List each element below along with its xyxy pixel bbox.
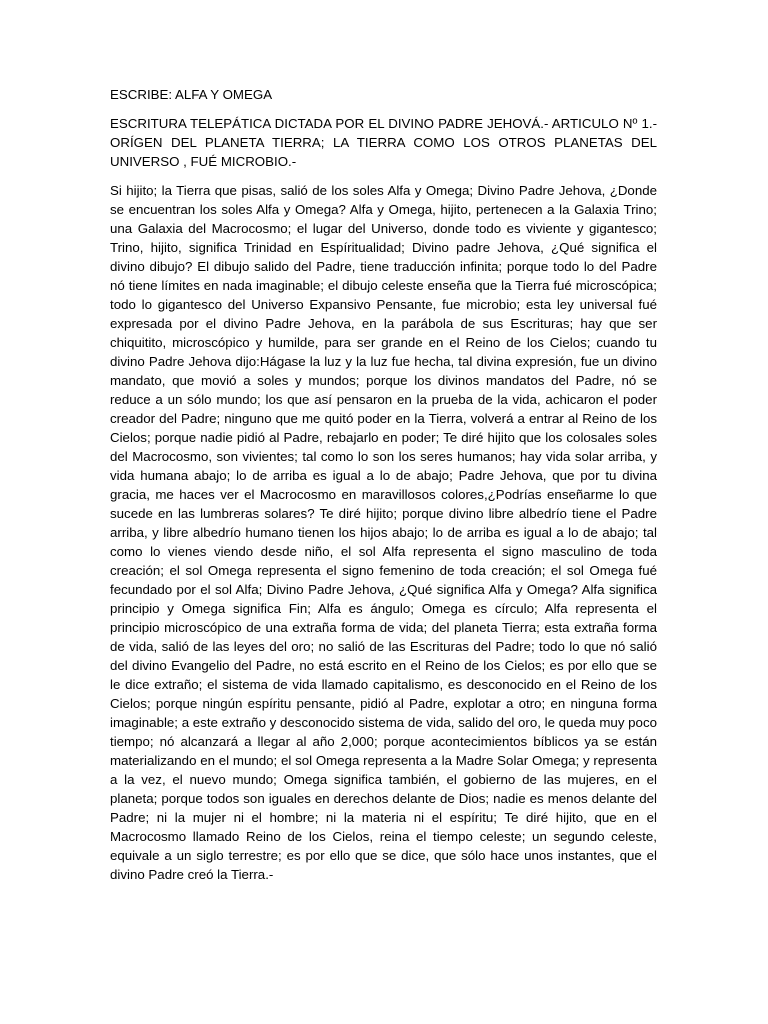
document-subtitle: ESCRITURA TELEPÁTICA DICTADA POR EL DIVINO PADRE JEHOVÁ.- ARTICULO Nº 1.- ORÍGEN DEL PLANETA TIERRA; LA TIERRA COMO LOS OTROS PLANETAS DEL UNIVERSO , FUÉ MICROBIO.- [110,116,657,169]
document-heading: ESCRIBE: ALFA Y OMEGA [110,87,273,102]
document-page [110,85,657,884]
document-body: Si hijito; la Tierra que pisas, salió de los soles Alfa y Omega; Divino Padre Jehova, ¿Donde se encuentran los soles Alfa y Omega? Alfa y Omega, hijito, pertenecen a la Galaxia Trino; una Galaxia del Macrocosmo; el lugar del Universo, donde todo es viviente y gigantesco; Trino, hijito, significa Trinidad en Espíritualidad; Divino padre Jehova, ¿Qué significa el divino dibujo? El dibujo salido del Padre, tiene traducción infinita; porque todo lo del Padre nó tiene límites en nada imaginable; el dibujo celeste enseña que la Tierra fué microscópica; todo lo gigantesco del Universo Expansivo Pensante, fue microbio; esta ley universal fué expresada por el divino Padre Jehova, en la parábola de sus Escrituras; hay que ser chiquitito, microscópico y humilde, para ser grande en el Reino de los Cielos; cuando tu divino Padre Jehova dijo:Hágase la luz y la luz fue hecha, tal divina expresión, fue un divino mandato, que movió a soles y mundos; porque los divinos mandatos del Padre, nó se reduce a un sólo mundo; los que así pensaron en la prueba de la vida, achicaron el poder creador del Padre; ninguno que me quitó poder en la Tierra, volverá a entrar al Reino de los Cielos; porque nadie pidió al Padre, rebajarlo en poder; Te diré hijito que los colosales soles del Macrocosmo, son vivientes; tal como lo son los seres humanos; hay vida solar arriba, y vida humana abajo; lo de arriba es igual a lo de abajo; Padre Jehova, que por tu divina gracia, me haces ver el Macrocosmo en maravillosos colores,¿Podrías enseñarme lo que sucede en las lumbreras solares? Te diré hijito; porque divino libre albedrío tiene el Padre arriba, y libre albedrío humano tienen los hijos abajo; lo de arriba es igual a lo de abajo; tal como lo vienes viendo desde niño, el sol Alfa representa el signo masculino de toda creación; el sol Omega representa el signo femenino de toda creación; el sol Omega fué fecundado por el sol Alfa; Divino Padre Jehova, ¿Qué significa Alfa y Omega? Alfa significa principio y Omega significa Fin; Alfa es ángulo; Omega es círculo; Alfa representa el principio microscópico de una extraña forma de vida; del planeta Tierra; esta extraña forma de vida, salió de las leyes del oro; no salió de las Escrituras del Padre; todo lo que nó salió del divino Evangelio del Padre, no está escrito en el Reino de los Cielos; es por ello que se le dice extraño; el sistema de vida llamado capitalismo, es desconocido en el Reino de los Cielos; porque ningún espíritu pensante, pidió al Padre, explotar a otro; en ninguna forma imaginable; a este extraño y desconocido sistema de vida, salido del oro, le queda muy poco tiempo; nó alcanzará a llegar al año 2,000; porque acontecimientos bíblicos ya se están materializando en el mundo; el sol Omega representa a la Madre Solar Omega; y representa a la vez, el nuevo mundo; Omega significa también, el gobierno de las mujeres, en el planeta; porque todos son iguales en derechos delante de Dios; nadie es menos delante del Padre; ni la mujer ni el hombre; ni la materia ni el espíritu; Te diré hijito, que en el Macrocosmo llamado Reino de los Cielos, reina el tiempo celeste; un segundo celeste, equivale a un siglo terrestre; es por ello que se dice, que sólo hace unos instantes, que el divino Padre creó la Tierra.- [110,183,657,882]
